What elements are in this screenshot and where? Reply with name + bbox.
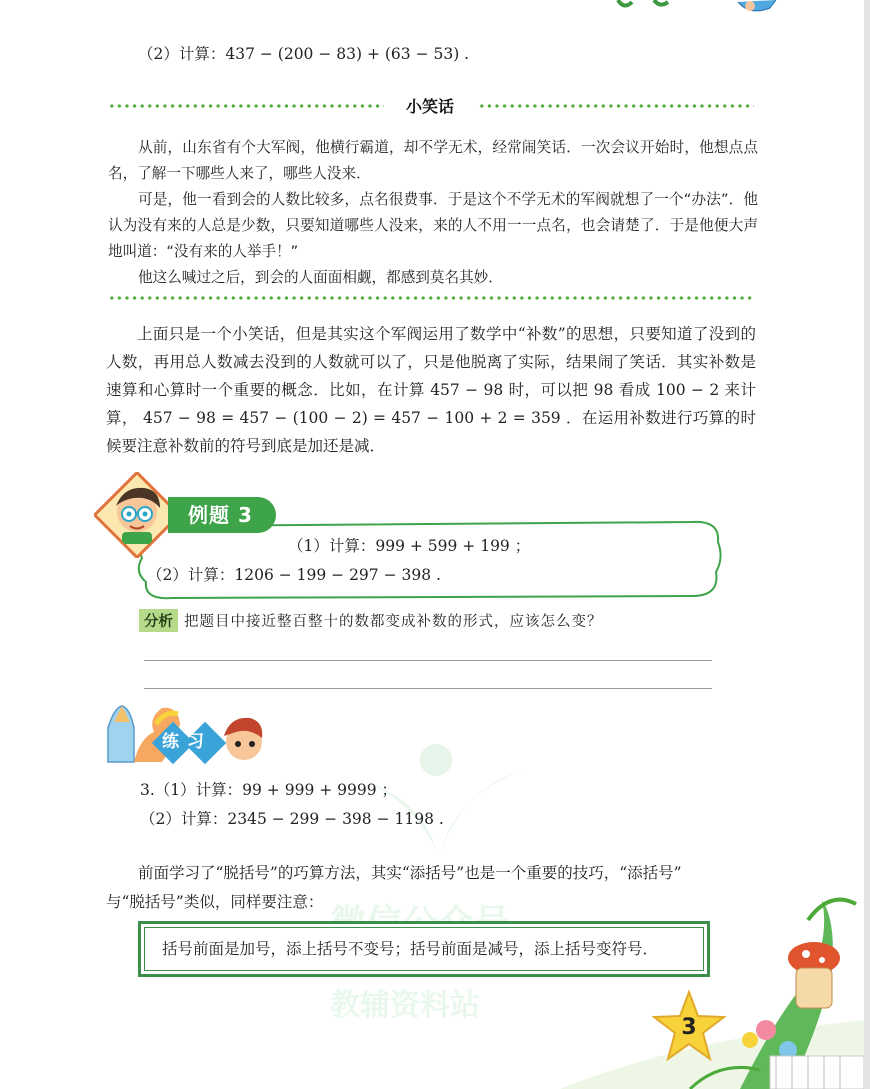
answer-line bbox=[144, 688, 712, 689]
example-question-1: （1）计算：999 + 599 + 199 ； bbox=[288, 537, 531, 555]
answer-line bbox=[144, 660, 712, 661]
body-paragraph: 上面只是一个小笑话，但是其实这个军阀运用了数学中“补数”的思想，只要知道了没到的人数，再用总人数减去没到的人数就可以了，只是他脱离了实际，结果闹了笑话．其实补数是速算和心算时一个重要的概念．比如，在计算 457 − 98 时，可以把 98 看成 100 − 2 来计算， 457 − 98 = 457 − (100 − 2) = 457 − 100 + 2 = 359 ．在运用补数进行巧算的时候要注意补数前的符号到底是加还是减． bbox=[106, 325, 756, 455]
analysis-text: 把题目中接近整百整十的数都变成补数的形式，应该怎么变？ bbox=[184, 614, 603, 630]
practice-question-1: 3.（1）计算：99 + 999 + 9999 ； bbox=[140, 781, 398, 799]
dotted-divider-left bbox=[108, 104, 384, 108]
practice-badge: 练习 bbox=[162, 732, 212, 752]
joke-title: 小笑话 bbox=[405, 97, 454, 116]
analysis-row bbox=[139, 609, 603, 632]
header-decoration bbox=[610, 0, 790, 18]
watermark-text-bottom: 教辅资料站 bbox=[330, 988, 480, 1023]
watermark-logo-icon bbox=[352, 740, 532, 860]
dotted-divider-right bbox=[478, 104, 754, 108]
example-badge: 例题 3 bbox=[168, 497, 276, 533]
joke-content bbox=[108, 135, 758, 291]
practice-question-2: （2）计算：2345 − 299 − 398 − 1198 . bbox=[140, 810, 444, 828]
dotted-divider-bottom bbox=[108, 296, 754, 300]
question-2-line: （2）计算：437 − (200 − 83) + (63 − 53) . bbox=[138, 45, 470, 63]
intro-line-2: 与“脱括号”类似，同样要注意： bbox=[106, 893, 324, 911]
rule-text: 括号前面是加号，添上括号不变号；括号前面是减号，添上括号变符号． bbox=[162, 940, 659, 958]
joke-paragraph: 可是，他一看到会的人数比较多，点名很费事．于是这个不学无术的军阀就想了一个“办法”．他认为没有来的人总是少数，只要知道哪些人没来，来的人不用一一点名，也会请楚了．于是他便大声地叫道：“没有来的人举手！” bbox=[108, 191, 758, 260]
analysis-tag: 分析 bbox=[139, 609, 178, 632]
joke-paragraph: 从前，山东省有个大军阀，他横行霸道，却不学无术，经常闹笑话．一次会议开始时，他想点点名，了解一下哪些人来了，哪些人没来． bbox=[108, 139, 758, 182]
page-edge bbox=[864, 0, 870, 1089]
body-paragraph-block bbox=[106, 320, 756, 460]
joke-paragraph: 他这么喊过之后，到会的人面面相觑，都感到莫名其妙． bbox=[138, 269, 503, 286]
example-question-2: （2）计算：1206 − 199 − 297 − 398 . bbox=[147, 566, 441, 584]
intro-line-1: 前面学习了“脱括号”的巧算方法，其实“添括号”也是一个重要的技巧，“添括号” bbox=[138, 864, 682, 882]
page-number: 3 bbox=[681, 1015, 697, 1040]
